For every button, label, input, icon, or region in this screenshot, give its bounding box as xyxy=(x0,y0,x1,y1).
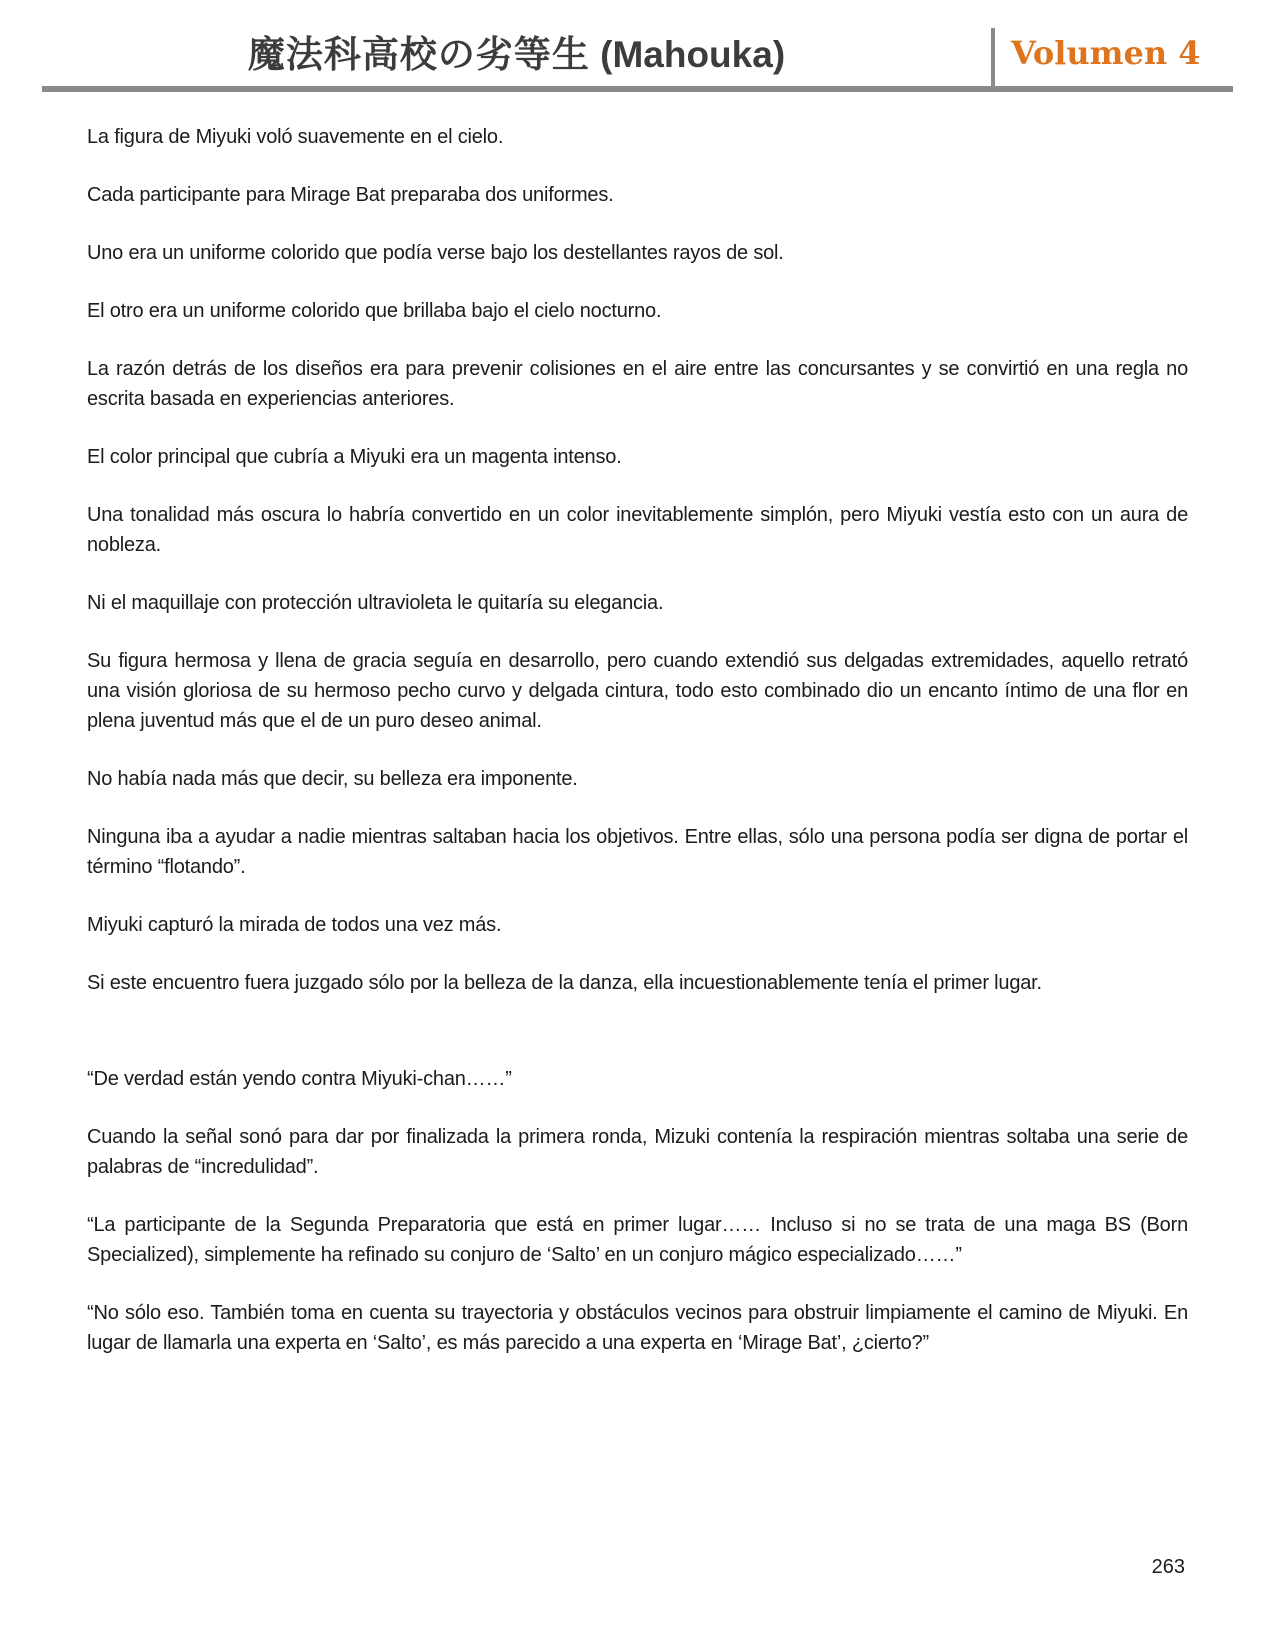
volume-label: Volumen 4 xyxy=(1011,34,1201,72)
paragraph: Cada participante para Mirage Bat preparaba dos uniformes. xyxy=(87,184,614,206)
paragraph: Su figura hermosa y llena de gracia seguía en desarrollo, pero cuando extendió sus delgadas extremidades, aquello retrató una visión gloriosa de su hermoso pecho curvo y delgada cintura, todo esto combinado dio un encanto íntimo de una flor en plena juventud más que el de un puro deseo animal. xyxy=(87,650,1188,732)
page-content xyxy=(87,92,1188,1358)
document-title-japanese: 魔法科高校の劣等生 xyxy=(247,32,590,76)
page-header xyxy=(42,0,1233,92)
paragraph-dialogue: “No sólo eso. También toma en cuenta su trayectoria y obstáculos vecinos para obstruir limpiamente el camino de Miyuki. En lugar de llamarla una experta en ‘Salto’, es más parecido a una experta en ‘Mirage Bat’, ¿cierto?” xyxy=(87,1302,1188,1354)
paragraph: Uno era un uniforme colorido que podía verse bajo los destellantes rayos de sol. xyxy=(87,242,784,264)
paragraph: El color principal que cubría a Miyuki era un magenta intenso. xyxy=(87,446,622,468)
paragraph-dialogue: “De verdad están yendo contra Miyuki-chan……” xyxy=(87,1068,512,1090)
paragraph: No había nada más que decir, su belleza era imponente. xyxy=(87,768,578,790)
document-title xyxy=(42,24,991,86)
paragraph: El otro era un uniforme colorido que brillaba bajo el cielo nocturno. xyxy=(87,300,662,322)
paragraph: Una tonalidad más oscura lo habría convertido en un color inevitablemente simplón, pero Miyuki vestía esto con un aura de nobleza. xyxy=(87,504,1188,556)
paragraph: Ninguna iba a ayudar a nadie mientras saltaban hacia los objetivos. Entre ellas, sólo una persona podía ser digna de portar el término “flotando”. xyxy=(87,826,1188,878)
paragraph: Ni el maquillaje con protección ultravioleta le quitaría su elegancia. xyxy=(87,592,664,614)
paragraph: La razón detrás de los diseños era para prevenir colisiones en el aire entre las concursantes y se convirtió en una regla no escrita basada en experiencias anteriores. xyxy=(87,358,1188,410)
document-title-latin: (Mahouka) xyxy=(589,34,786,75)
page-number: 263 xyxy=(1151,1556,1185,1578)
paragraph: Miyuki capturó la mirada de todos una vez más. xyxy=(87,914,502,936)
paragraph: La figura de Miyuki voló suavemente en el cielo. xyxy=(87,126,504,148)
paragraph: Cuando la señal sonó para dar por finalizada la primera ronda, Mizuki contenía la respiración mientras soltaba una serie de palabras de “incredulidad”. xyxy=(87,1126,1188,1178)
paragraph: Si este encuentro fuera juzgado sólo por la belleza de la danza, ella incuestionablemente tenía el primer lugar. xyxy=(87,972,1042,994)
section-break-spacer xyxy=(87,1026,1188,1064)
paragraph-dialogue: “La participante de la Segunda Preparatoria que está en primer lugar…… Incluso si no se trata de una maga BS (Born Specialized), simplemente ha refinado su conjuro de ‘Salto’ en un conjuro mágico especializado……” xyxy=(87,1214,1188,1266)
